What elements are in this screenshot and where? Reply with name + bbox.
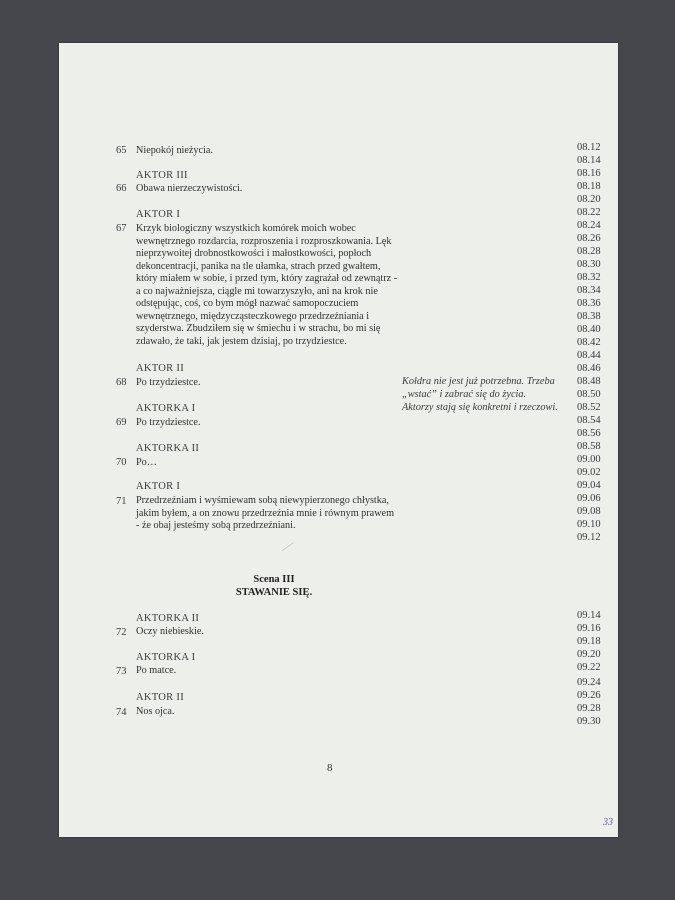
line-number: 74 [116, 707, 127, 718]
timecode: 08.34 [577, 285, 601, 296]
dialogue-line: nieprzywoitej drobnostkowości i małostkowości, popłoch [136, 248, 372, 259]
page-number: 8 [327, 762, 333, 774]
timecode: 08.30 [577, 259, 601, 270]
dialogue-line: Po matce. [136, 665, 177, 676]
timecode: 08.46 [577, 363, 601, 374]
dialogue-line: dekoncentracji, panika na tle ułamka, strach przed gwałtem, [136, 260, 381, 272]
speaker-name: AKTOR I [136, 209, 181, 220]
timecode: 09.30 [577, 716, 601, 727]
dialogue-line: Po trzydziestce. [136, 377, 201, 388]
dialogue-line: wewnętrznego rozdarcia, rozproszenia i rozproszkowania. Lęk [136, 235, 392, 247]
line-number: 66 [116, 183, 127, 194]
timecode: 08.12 [577, 142, 601, 153]
timecode: 08.54 [577, 415, 601, 426]
dialogue-line: Oczy niebieskie. [136, 626, 204, 637]
timecode: 08.14 [577, 155, 601, 166]
stage-direction-line: „wstać” i zabrać się do życia. [402, 389, 527, 400]
speaker-name: AKTORKA II [136, 443, 200, 454]
dialogue-line: Po… [136, 457, 157, 468]
timecode: 08.52 [577, 402, 601, 413]
handwritten-page-mark: 33 [603, 817, 613, 828]
timecode: 08.48 [577, 376, 601, 387]
speaker-name: AKTOR I [136, 481, 181, 492]
speaker-name: AKTORKA II [136, 613, 200, 624]
timecode: 09.00 [577, 454, 601, 465]
timecode: 08.50 [577, 389, 601, 400]
dialogue-line: Przedrzeźniam i wyśmiewam sobą niewypierzonego chłystka, [136, 495, 389, 506]
timecode: 08.28 [577, 246, 601, 257]
timecode: 08.20 [577, 194, 601, 205]
timecode: 09.06 [577, 493, 601, 504]
timecode: 09.24 [577, 677, 601, 688]
timecode: 09.16 [577, 623, 601, 634]
timecode: 08.16 [577, 168, 601, 179]
dialogue-line: zdawało, że taki, jak jestem dzisiaj, po trzydziestce. [136, 335, 347, 347]
speaker-name: AKTOR II [136, 692, 184, 703]
timecode: 09.08 [577, 506, 601, 517]
timecode: 08.18 [577, 181, 601, 192]
timecode: 08.58 [577, 441, 601, 452]
dialogue-line: Obawa nierzeczywistości. [136, 183, 243, 194]
timecode: 09.18 [577, 636, 601, 647]
timecode: 09.04 [577, 480, 601, 491]
speaker-name: AKTOR II [136, 363, 184, 374]
timecode: 09.22 [577, 662, 601, 673]
scene-label: Scena III [253, 574, 295, 585]
speaker-name: AKTOR III [136, 170, 188, 181]
speaker-name: AKTORKA I [136, 652, 196, 663]
dialogue-line: - że obaj jesteśmy sobą przedrzeźniani. [136, 520, 296, 531]
line-number: 73 [116, 666, 127, 677]
line-number: 68 [116, 377, 127, 388]
scene-title: STAWANIE SIĘ. [235, 587, 313, 598]
timecode: 08.40 [577, 324, 601, 335]
script-page [59, 43, 618, 837]
line-number: 70 [116, 457, 127, 468]
timecode: 09.26 [577, 690, 601, 701]
timecode: 08.42 [577, 337, 601, 348]
timecode: 08.24 [577, 220, 601, 231]
timecode: 09.14 [577, 610, 601, 621]
line-number: 71 [116, 496, 127, 507]
timecode: 08.32 [577, 272, 601, 283]
dialogue-line: szyderstwa. Zbudziłem się w śmiechu i w strachu, bo mi się [136, 323, 381, 334]
timecode: 09.02 [577, 467, 601, 478]
timecode: 09.20 [577, 649, 601, 660]
line-number: 65 [116, 145, 127, 156]
timecode: 08.44 [577, 350, 601, 361]
dialogue-line: Krzyk biologiczny wszystkich komórek moich wobec [136, 223, 356, 234]
timecode: 08.38 [577, 311, 601, 322]
dialogue-line: jakim byłem, a on znowu przedrzeźnia mnie i równym prawem [136, 507, 394, 519]
timecode: 09.28 [577, 703, 601, 714]
line-number: 67 [116, 223, 127, 234]
speaker-name: AKTORKA I [136, 403, 196, 414]
timecode: 09.12 [577, 532, 601, 543]
scan-smudge [282, 542, 294, 551]
stage-direction-line: Aktorzy stają się konkretni i rzeczowi. [402, 402, 558, 413]
timecode: 08.22 [577, 207, 601, 218]
stage-direction-line: Kołdra nie jest już potrzebna. Trzeba [402, 376, 555, 387]
dialogue-line: Nos ojca. [136, 706, 175, 717]
line-number: 69 [116, 417, 127, 428]
timecode: 08.36 [577, 298, 601, 309]
dialogue-line: Niepokój nieżycia. [136, 145, 213, 156]
dialogue-line: Po trzydziestce. [136, 417, 201, 428]
timecode: 08.26 [577, 233, 601, 244]
dialogue-line: wewnętrznego, międzycząsteczkowego przedrzeźniania i [136, 310, 370, 322]
dialogue-line: odstępując, coś, co bym mógł nazwać samopoczuciem [136, 298, 359, 309]
line-number: 72 [116, 627, 127, 638]
timecode: 09.10 [577, 519, 601, 530]
dialogue-line: a co najważniejsza, ciągle mi towarzyszyło, ani na krok nie [136, 285, 378, 297]
timecode: 08.56 [577, 428, 601, 439]
dialogue-line: który miałem w sobie, i przed tym, który zagrażał od zewnątrz - [136, 273, 398, 284]
